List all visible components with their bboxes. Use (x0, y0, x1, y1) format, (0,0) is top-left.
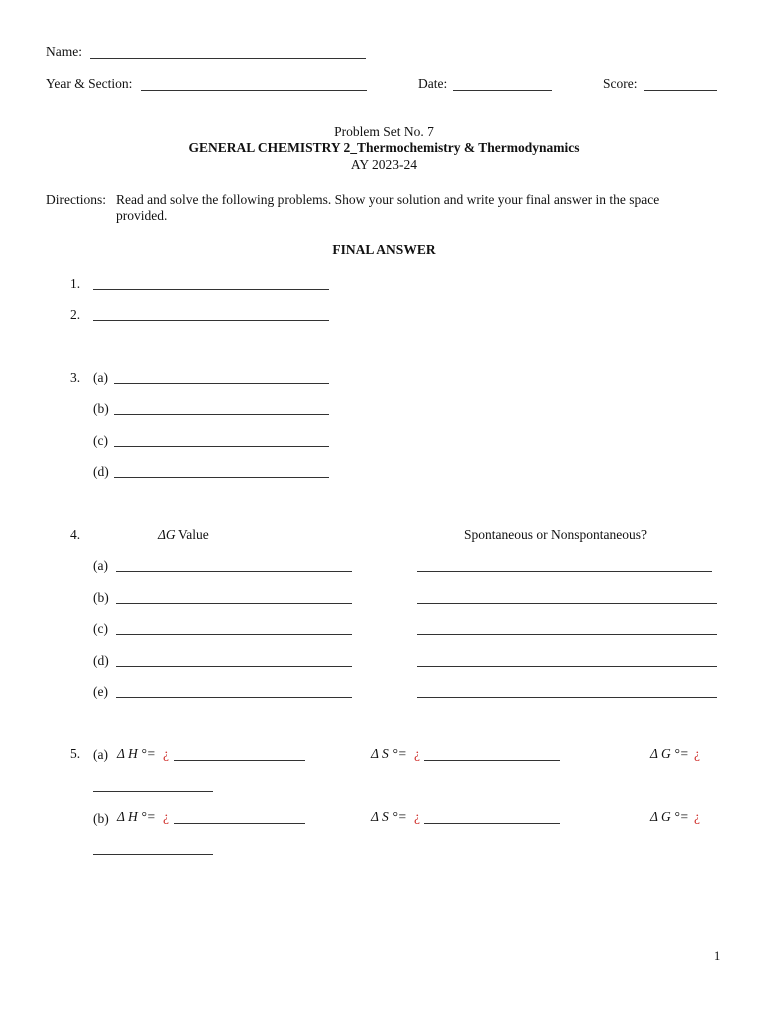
q5a-delta-g-glyph: ¿ (694, 746, 700, 761)
date-label: Date: (418, 76, 448, 91)
q5a-delta-h-line[interactable] (174, 760, 305, 761)
page-number: 1 (714, 949, 721, 963)
q5b-delta-g-line[interactable] (93, 854, 213, 855)
q5b-delta-h-expression: Δ H °= (117, 809, 156, 824)
q4-part-a-spontaneity-line[interactable] (417, 571, 712, 572)
q3-part-d-line[interactable] (114, 477, 329, 478)
q4-part-d-spontaneity-line[interactable] (417, 666, 717, 667)
q4-part-c-value-line[interactable] (116, 634, 352, 635)
directions-label: Directions: (46, 192, 106, 207)
q5-part-b-label: (b) (93, 811, 109, 826)
question-2-number: 2. (70, 307, 81, 322)
q5b-delta-h-line[interactable] (174, 823, 305, 824)
question-4-number: 4. (70, 527, 81, 542)
q4-part-e-value-line[interactable] (116, 697, 352, 698)
score-blank[interactable] (644, 90, 717, 91)
q5a-delta-h-expression: Δ H °= (117, 746, 156, 761)
q5-part-a-label: (a) (93, 747, 108, 762)
directions-text-1: Read and solve the following problems. Show your solution and write your final answer in the space (116, 192, 660, 207)
q4-part-d-value-line[interactable] (116, 666, 352, 667)
year-section-blank[interactable] (141, 90, 367, 91)
q4-part-c-spontaneity-line[interactable] (417, 634, 717, 635)
q4-part-a-value-line[interactable] (116, 571, 352, 572)
question-3-number: 3. (70, 370, 81, 385)
delta-g-symbol: ΔG (158, 527, 176, 542)
problem-set-title: Problem Set No. 7 (334, 124, 434, 139)
q4-part-e-label: (e) (93, 684, 108, 699)
name-blank[interactable] (90, 58, 366, 59)
directions-text-2: provided. (116, 208, 168, 223)
delta-g-value-header: Value (178, 527, 209, 542)
q5b-delta-g-glyph: ¿ (694, 809, 700, 824)
q3-part-a-line[interactable] (114, 383, 329, 384)
academic-year: AY 2023-24 (350, 157, 418, 172)
q3-part-c-line[interactable] (114, 446, 329, 447)
q4-part-d-label: (d) (93, 653, 109, 668)
q5a-delta-g-line[interactable] (93, 791, 213, 792)
q3-part-b-line[interactable] (114, 414, 329, 415)
q3-part-c-label: (c) (93, 433, 108, 448)
q5b-delta-h-glyph: ¿ (163, 809, 169, 824)
question-5-number: 5. (70, 746, 81, 761)
q5b-delta-s-glyph: ¿ (414, 809, 420, 824)
q4-part-a-label: (a) (93, 558, 108, 573)
question-1-answer-line[interactable] (93, 289, 329, 290)
score-label: Score: (603, 76, 638, 91)
q4-part-b-value-line[interactable] (116, 603, 352, 604)
q5b-delta-s-expression: Δ S °= (371, 809, 407, 824)
q5a-delta-s-expression: Δ S °= (371, 746, 407, 761)
name-label: Name: (46, 44, 82, 59)
final-answer-heading: FINAL ANSWER (332, 242, 436, 257)
q5b-delta-s-line[interactable] (424, 823, 560, 824)
question-1-number: 1. (70, 276, 81, 291)
q5a-delta-g-expression: Δ G °= (650, 746, 689, 761)
q3-part-d-label: (d) (93, 464, 109, 479)
course-title: GENERAL CHEMISTRY 2_Thermochemistry & Thermodynamics (188, 140, 580, 155)
q5b-delta-g-expression: Δ G °= (650, 809, 689, 824)
q3-part-a-label: (a) (93, 370, 108, 385)
year-section-label: Year & Section: (46, 76, 133, 91)
spontaneity-header: Spontaneous or Nonspontaneous? (464, 527, 647, 542)
question-2-answer-line[interactable] (93, 320, 329, 321)
q5a-delta-s-glyph: ¿ (414, 746, 420, 761)
q4-part-b-label: (b) (93, 590, 109, 605)
q5a-delta-h-glyph: ¿ (163, 746, 169, 761)
q4-part-c-label: (c) (93, 621, 108, 636)
q4-part-e-spontaneity-line[interactable] (417, 697, 717, 698)
q5a-delta-s-line[interactable] (424, 760, 560, 761)
q3-part-b-label: (b) (93, 401, 109, 416)
date-blank[interactable] (453, 90, 552, 91)
q4-part-b-spontaneity-line[interactable] (417, 603, 717, 604)
